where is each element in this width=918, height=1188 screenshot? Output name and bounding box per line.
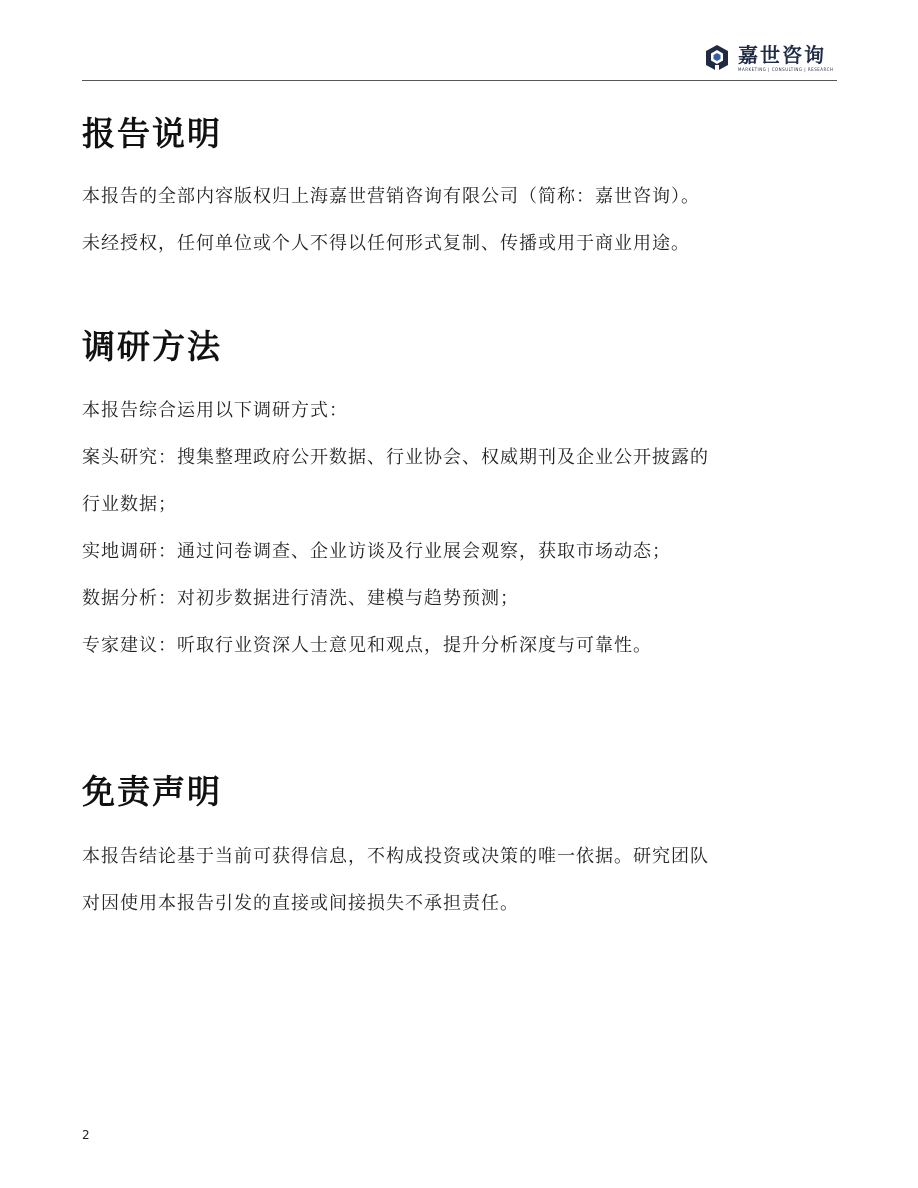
body-line: 实地调研：通过问卷调查、企业访谈及行业展会观察，获取市场动态； bbox=[82, 540, 671, 562]
body-line: 对因使用本报告引发的直接或间接损失不承担责任。 bbox=[82, 892, 519, 914]
report-statement-body bbox=[82, 173, 842, 267]
research-method-body bbox=[82, 387, 842, 669]
body-line: 本报告综合运用以下调研方式： bbox=[82, 399, 348, 421]
body-line: 案头研究：搜集整理政府公开数据、行业协会、权威期刊及企业公开披露的 bbox=[82, 446, 709, 468]
disclaimer-title: 免责声明 bbox=[82, 772, 222, 811]
body-line: 本报告的全部内容版权归上海嘉世营销咨询有限公司（简称：嘉世咨询）。 bbox=[82, 185, 700, 207]
page-number: 2 bbox=[82, 1128, 90, 1142]
body-line: 行业数据； bbox=[82, 493, 177, 515]
report-statement-title: 报告说明 bbox=[82, 114, 222, 153]
research-method-title: 调研方法 bbox=[82, 327, 222, 366]
report-statement-section bbox=[82, 114, 842, 267]
header-logo bbox=[704, 40, 833, 76]
body-line: 本报告结论基于当前可获得信息，不构成投资或决策的唯一依据。研究团队 bbox=[82, 845, 709, 867]
disclaimer-section bbox=[82, 772, 842, 927]
header-divider bbox=[82, 80, 837, 81]
logo-name: 嘉世咨询 bbox=[738, 42, 826, 67]
research-method-section bbox=[82, 327, 842, 669]
body-line: 未经授权，任何单位或个人不得以任何形式复制、传播或用于商业用途。 bbox=[82, 232, 690, 254]
logo-icon bbox=[704, 44, 730, 72]
logo-tagline: MARKETING | CONSULTING | RESEARCH bbox=[738, 66, 834, 72]
disclaimer-body bbox=[82, 833, 842, 927]
body-line: 数据分析：对初步数据进行清洗、建模与趋势预测； bbox=[82, 587, 519, 609]
body-line: 专家建议：听取行业资深人士意见和观点，提升分析深度与可靠性。 bbox=[82, 634, 652, 656]
